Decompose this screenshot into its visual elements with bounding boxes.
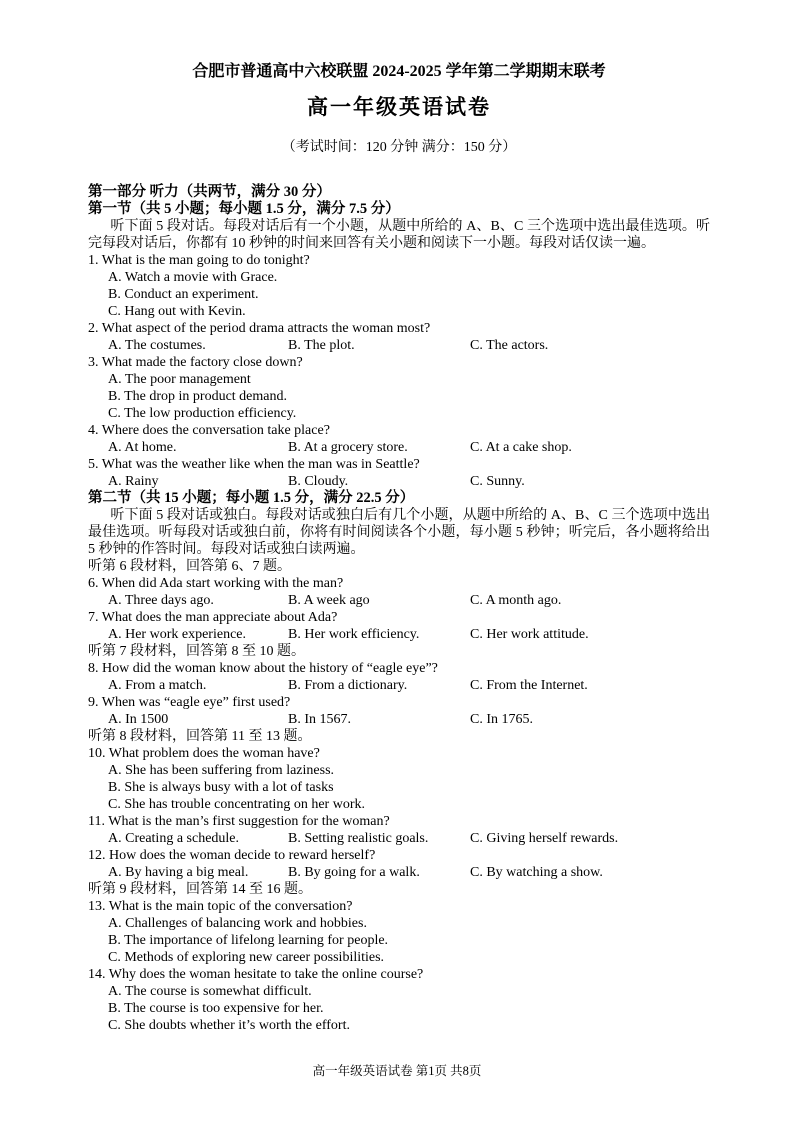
question-text: 14. Why does the woman hesitate to take the online course? (88, 967, 424, 982)
option: B. Her work efficiency. (288, 627, 420, 642)
options (88, 371, 710, 422)
option: B. From a dictionary. (288, 678, 408, 693)
question-text: 8. How did the woman know about the history of “eagle eye”? (88, 661, 438, 676)
options (88, 473, 710, 490)
option: C. Giving herself rewards. (470, 831, 619, 846)
question (88, 354, 710, 422)
option: A. By having a big meal. (108, 865, 249, 880)
material-line: 听第 9 段材料，回答第 14 至 16 题。 (88, 882, 312, 897)
option: A. Challenges of balancing work and hobbies. (108, 916, 367, 931)
option: A. Three days ago. (108, 593, 214, 608)
option: C. She doubts whether it’s worth the effort. (108, 1018, 350, 1033)
option: A. The costumes. (108, 338, 206, 353)
question-text: 5. What was the weather like when the man was in Seattle? (88, 457, 420, 472)
material-line: 听第 8 段材料，回答第 11 至 13 题。 (88, 729, 312, 744)
question (88, 898, 710, 966)
option: B. A week ago (288, 593, 370, 608)
option: C. At a cake shop. (470, 440, 572, 455)
option: C. Hang out with Kevin. (108, 304, 246, 319)
option: A. Watch a movie with Grace. (108, 270, 278, 285)
option: A. She has been suffering from laziness. (108, 763, 335, 778)
question-text: 4. Where does the conversation take place? (88, 423, 330, 438)
question (88, 660, 710, 694)
options (88, 269, 710, 320)
options (88, 711, 710, 728)
section-heading: 第二节（共 15 小题；每小题 1.5 分，满分 22.5 分） (88, 490, 415, 506)
question-text: 1. What is the man going to do tonight? (88, 253, 310, 268)
option: B. The course is too expensive for her. (108, 1001, 324, 1016)
question (88, 966, 710, 1034)
question (88, 609, 710, 643)
option: B. The importance of lifelong learning for people. (108, 933, 389, 948)
question (88, 456, 710, 490)
question (88, 252, 710, 320)
option: A. In 1500 (108, 712, 169, 727)
question (88, 422, 710, 456)
question-text: 3. What made the factory close down? (88, 355, 303, 370)
options (88, 915, 710, 966)
option: C. The actors. (470, 338, 549, 353)
option: B. The drop in product demand. (108, 389, 287, 404)
option: A. The course is somewhat difficult. (108, 984, 312, 999)
option: C. A month ago. (470, 593, 562, 608)
question (88, 847, 710, 881)
instructions-paragraph: 听下面 5 段对话或独白。每段对话或独白后有几个小题，从题中所给的 A、B、C 三个选项中选出最佳选项。听每段对话或独白前，你将有时间阅读各个小题，每小题 5 秒钟；听完后，各小题将给出 5 秒钟的作答时间。每段对话或独白读两遍。 (88, 508, 710, 557)
question-text: 9. When was “eagle eye” first used? (88, 695, 291, 710)
options (88, 864, 710, 881)
option: C. Sunny. (470, 474, 525, 489)
exam-title: 合肥市普通高中六校联盟 2024-2025 学年第二学期期末联考 (192, 63, 606, 80)
page-footer: 高一年级英语试卷 第1页 共8页 (312, 1064, 482, 1078)
option: C. She has trouble concentrating on her work. (108, 797, 365, 812)
option: C. From the Internet. (470, 678, 588, 693)
option: A. At home. (108, 440, 177, 455)
question-text: 10. What problem does the woman have? (88, 746, 320, 761)
material-line: 听第 6 段材料，回答第 6、7 题。 (88, 559, 291, 574)
question-text: 7. What does the man appreciate about Ada? (88, 610, 338, 625)
question (88, 320, 710, 354)
option: B. Cloudy. (288, 474, 349, 489)
options (88, 337, 710, 354)
option: B. Setting realistic goals. (288, 831, 429, 846)
question-text: 13. What is the main topic of the conversation? (88, 899, 353, 914)
option: B. At a grocery store. (288, 440, 408, 455)
question-text: 12. How does the woman decide to reward herself? (88, 848, 376, 863)
section-heading: 第一节（共 5 小题；每小题 1.5 分，满分 7.5 分） (88, 201, 400, 217)
option: A. Creating a schedule. (108, 831, 240, 846)
option: C. Methods of exploring new career possibilities. (108, 950, 385, 965)
option: A. Her work experience. (108, 627, 246, 642)
options (88, 592, 710, 609)
question-text: 6. When did Ada start working with the man? (88, 576, 344, 591)
option: B. In 1567. (288, 712, 351, 727)
exam-body (88, 184, 710, 1034)
options (88, 626, 710, 643)
question (88, 745, 710, 813)
question (88, 694, 710, 728)
paper-title: 高一年级英语试卷 (307, 95, 491, 119)
question (88, 575, 710, 609)
option: C. Her work attitude. (470, 627, 589, 642)
question-text: 11. What is the man’s first suggestion for the woman? (88, 814, 390, 829)
exam-info: （考试时间：120 分钟 满分：150 分） (281, 140, 517, 155)
section-heading: 第一部分 听力（共两节，满分 30 分） (88, 184, 331, 200)
options (88, 439, 710, 456)
option: A. The poor management (108, 372, 251, 387)
option: A. Rainy (108, 474, 159, 489)
option: C. The low production efficiency. (108, 406, 297, 421)
options (88, 762, 710, 813)
options (88, 677, 710, 694)
option: A. From a match. (108, 678, 207, 693)
option: C. By watching a show. (470, 865, 603, 880)
instructions-paragraph: 听下面 5 段对话。每段对话后有一个小题，从题中所给的 A、B、C 三个选项中选出最佳选项。听完每段对话后，你都有 10 秒钟的时间来回答有关小题和阅读下一小题。每段对话仅读一遍。 (88, 219, 710, 251)
option: B. By going for a walk. (288, 865, 420, 880)
option: C. In 1765. (470, 712, 533, 727)
material-line: 听第 7 段材料，回答第 8 至 10 题。 (88, 644, 305, 659)
options (88, 830, 710, 847)
question-text: 2. What aspect of the period drama attracts the woman most? (88, 321, 431, 336)
question (88, 813, 710, 847)
option: B. The plot. (288, 338, 355, 353)
exam-header (88, 58, 710, 156)
option: B. She is always busy with a lot of tasks (108, 780, 334, 795)
options (88, 983, 710, 1034)
option: B. Conduct an experiment. (108, 287, 259, 302)
